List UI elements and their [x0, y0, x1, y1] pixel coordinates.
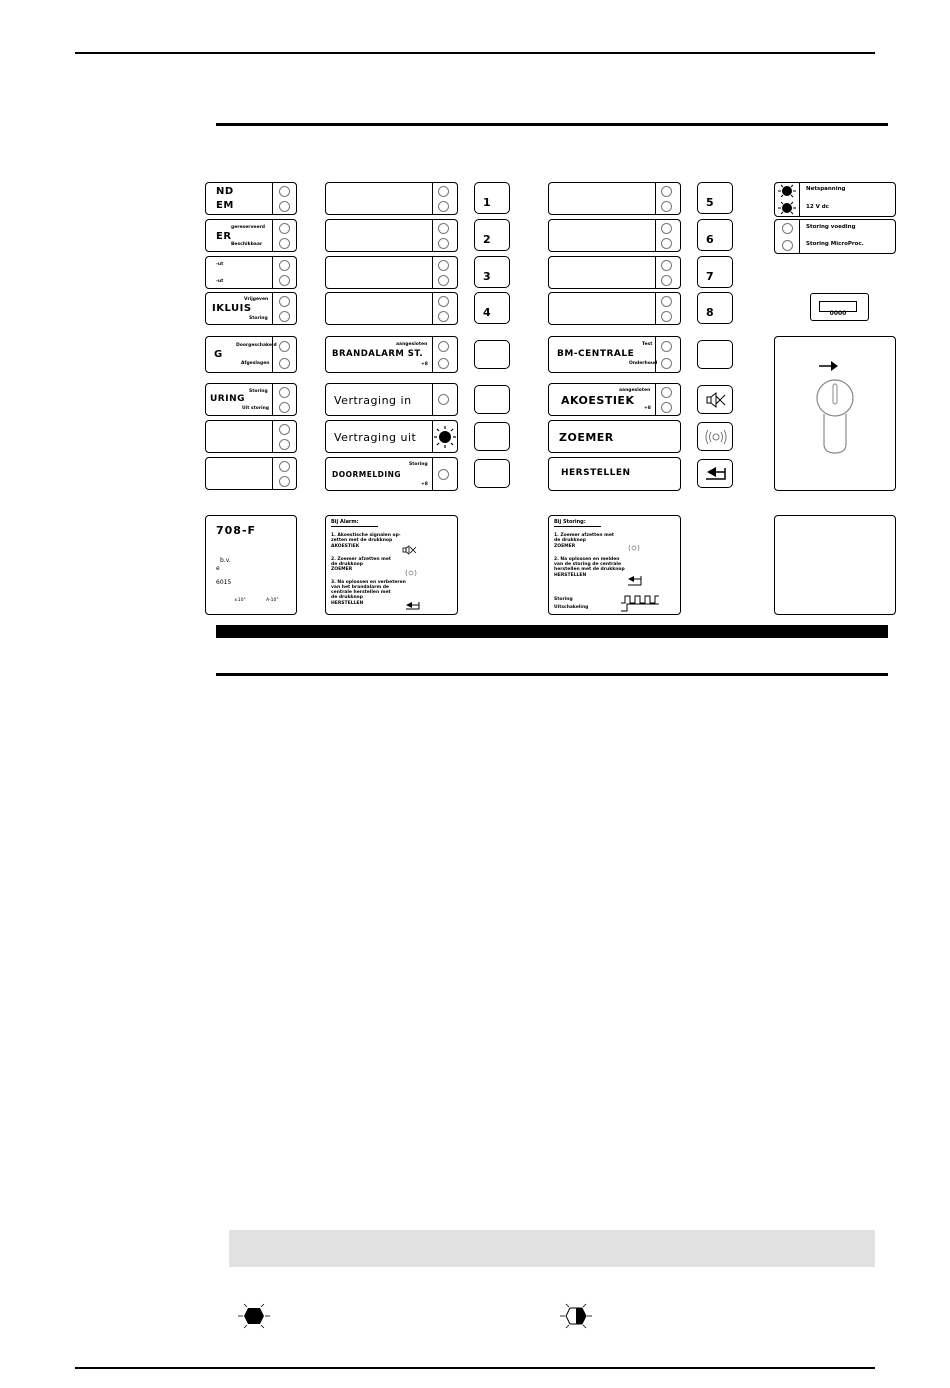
- legend-uitschakeling-label: Uitschakeling: [554, 605, 589, 610]
- akoestiek-label: AKOESTIEK: [561, 394, 635, 407]
- led: [438, 296, 449, 307]
- buzzer-icon: [403, 568, 419, 578]
- blank-card: [774, 515, 896, 615]
- left-small-4b: Storing: [249, 316, 268, 321]
- led-flashing-symbol-icon: [560, 1302, 592, 1330]
- vertraging-uit-indicator: [325, 420, 458, 453]
- herstellen-indicator: [548, 457, 681, 491]
- doormelding-indicator: [325, 457, 458, 491]
- led: [279, 402, 290, 413]
- bottom-rule: [75, 1367, 875, 1369]
- led: [661, 238, 672, 249]
- zone-indicator-1: [325, 182, 458, 215]
- led: [661, 260, 672, 271]
- brandalarm-button[interactable]: [474, 340, 510, 369]
- zone-button-6[interactable]: [697, 219, 733, 251]
- left-indicator-6: [205, 383, 297, 416]
- led: [661, 223, 672, 234]
- alarm-line: de drukknop: [331, 562, 363, 567]
- led: [438, 469, 449, 480]
- left-indicator-2: [205, 219, 297, 252]
- led: [279, 260, 290, 271]
- storing-line: herstellen met de drukknop: [554, 567, 625, 572]
- led: [438, 223, 449, 234]
- left-indicator-7: [205, 420, 297, 453]
- buzzer-icon: [626, 543, 642, 553]
- left-small-2b: Beschikbaar: [231, 242, 263, 247]
- reset-arrow-icon: [626, 575, 644, 587]
- led: [279, 439, 290, 450]
- zoemer-label: ZOEMER: [559, 431, 614, 444]
- alarm-line: 3. Na oplossen en verbeteren: [331, 580, 406, 585]
- lit-led-icon: [778, 200, 796, 216]
- led: [661, 358, 672, 369]
- alarm-line: AKOESTIEK: [331, 544, 360, 549]
- akoestiek-plus: +8: [644, 406, 651, 411]
- akoestiek-small: aangesloten: [619, 388, 651, 393]
- storing-indicator: [774, 219, 896, 254]
- zone-indicator-2: [325, 219, 458, 252]
- key-switch[interactable]: [811, 379, 861, 459]
- storing-line: HERSTELLEN: [554, 573, 587, 578]
- brandalarm-label: BRANDALARM ST.: [332, 349, 424, 359]
- info-footer-a: ±10°: [234, 598, 246, 603]
- zone-number: 3: [483, 270, 491, 283]
- storing-line: 2. Na oplossen en melden: [554, 557, 620, 562]
- zone-button-7[interactable]: [697, 256, 733, 288]
- buzzer-icon: [704, 428, 728, 446]
- info-line-3: 6015: [216, 579, 232, 586]
- lit-led-icon: [433, 425, 457, 449]
- storing-voeding-label: Storing voeding: [806, 224, 856, 230]
- alarm-line: 1. Akoestische signalen op-: [331, 533, 401, 538]
- left-label-2: ER: [216, 231, 232, 242]
- led: [438, 341, 449, 352]
- dc-label: 12 V dc: [806, 204, 829, 210]
- brandalarm-indicator: [325, 336, 458, 373]
- led-on-symbol-icon: [238, 1302, 270, 1330]
- led: [661, 387, 672, 398]
- led: [279, 476, 290, 487]
- zone-number: 4: [483, 306, 491, 319]
- panel-bottom-bar-thick: [216, 625, 888, 638]
- led: [438, 394, 449, 405]
- alarm-instructions-card: [325, 515, 458, 615]
- bm-small-bottom: Onderhoud: [629, 361, 658, 366]
- brandalarm-plus: +8: [421, 362, 428, 367]
- event-counter-housing: [810, 293, 869, 321]
- led: [661, 186, 672, 197]
- alarm-line: de drukknop: [331, 595, 363, 600]
- led: [279, 424, 290, 435]
- zone-button-8[interactable]: [697, 292, 733, 324]
- reset-arrow-icon: [404, 601, 422, 611]
- led: [279, 358, 290, 369]
- left-label-6: URING: [210, 394, 246, 404]
- zone-button-3[interactable]: [474, 256, 510, 288]
- led: [279, 311, 290, 322]
- left-indicator-1: [205, 182, 297, 215]
- zone-button-1[interactable]: [474, 182, 510, 214]
- herstellen-button[interactable]: [697, 459, 733, 488]
- akoestiek-button[interactable]: [697, 385, 733, 414]
- zone-button-5[interactable]: [697, 182, 733, 214]
- doormelding-plus: +8: [421, 482, 428, 487]
- led: [279, 341, 290, 352]
- doormelding-button[interactable]: [474, 459, 510, 488]
- shaded-bar: [229, 1230, 875, 1267]
- led: [438, 238, 449, 249]
- zoemer-button[interactable]: [697, 422, 733, 451]
- info-line-1: b.v.: [220, 557, 231, 564]
- bm-centrale-button[interactable]: [697, 340, 733, 369]
- alarm-card-title: Bij Alarm:: [331, 519, 359, 525]
- led: [661, 341, 672, 352]
- left-small-6a: Storing: [249, 389, 268, 394]
- alarm-line: 2. Zoemer afzetten met: [331, 557, 392, 562]
- akoestiek-indicator: [548, 383, 681, 416]
- legend-storing-label: Storing: [554, 597, 573, 602]
- left-label-4: IKLUIS: [212, 303, 252, 314]
- vertraging-uit-button[interactable]: [474, 422, 510, 451]
- led: [782, 223, 793, 234]
- voeding-indicator: [774, 182, 896, 217]
- left-small-4a: Vrijgeven: [244, 297, 269, 302]
- bm-centrale-indicator: [548, 336, 681, 373]
- led: [279, 296, 290, 307]
- led: [279, 387, 290, 398]
- zoemer-indicator: [548, 420, 681, 453]
- vertraging-uit-label: Vertraging uit: [334, 431, 417, 444]
- zone-number: 6: [706, 233, 714, 246]
- left-indicator-5: [205, 336, 297, 373]
- bm-small-top: Test: [642, 342, 653, 347]
- left-small-5b: Afgeslagen: [241, 361, 270, 366]
- zone-indicator-6: [548, 219, 681, 252]
- led: [661, 402, 672, 413]
- brandalarm-small: aangesloten: [396, 342, 428, 347]
- left-label-1a: ND: [216, 186, 234, 197]
- storing-card-title: Bij Storing:: [554, 519, 586, 525]
- led: [438, 311, 449, 322]
- panel-top-bar: [216, 123, 888, 126]
- alarm-line: zetten met de drukknop: [331, 538, 393, 543]
- led: [279, 223, 290, 234]
- left-indicator-3: [205, 256, 297, 289]
- left-small-5a: Doorgeschakeld: [236, 343, 277, 348]
- zone-button-4[interactable]: [474, 292, 510, 324]
- storing-micro-label: Storing MicroProc.: [806, 241, 864, 247]
- doormelding-label: DOORMELDING: [332, 470, 402, 479]
- led: [438, 275, 449, 286]
- left-label-5: G: [214, 349, 223, 360]
- vertraging-in-button[interactable]: [474, 385, 510, 414]
- led: [279, 201, 290, 212]
- led: [661, 201, 672, 212]
- led: [279, 461, 290, 472]
- vertraging-in-indicator: [325, 383, 458, 416]
- storing-instructions-card: [548, 515, 681, 615]
- speaker-mute-icon: [705, 392, 727, 408]
- led: [279, 186, 290, 197]
- zone-number: 7: [706, 270, 714, 283]
- step-waveform-icon: [621, 602, 661, 612]
- led: [438, 201, 449, 212]
- zone-number: 2: [483, 233, 491, 246]
- left-indicator-8: [205, 457, 297, 490]
- zone-indicator-4: [325, 292, 458, 325]
- alarm-line: van het brandalarm de: [331, 585, 389, 590]
- led: [279, 275, 290, 286]
- zone-button-2[interactable]: [474, 219, 510, 251]
- storing-line: ZOEMER: [554, 544, 576, 549]
- panel-bottom-bar: [216, 673, 888, 676]
- storing-line: de drukknop: [554, 538, 586, 543]
- zone-indicator-3: [325, 256, 458, 289]
- herstellen-label: HERSTELLEN: [561, 468, 631, 478]
- event-counter: [819, 301, 857, 317]
- zone-indicator-7: [548, 256, 681, 289]
- zone-number: 1: [483, 196, 491, 209]
- led: [661, 275, 672, 286]
- speaker-mute-icon: [402, 545, 418, 555]
- led: [661, 311, 672, 322]
- led: [438, 260, 449, 271]
- vertraging-in-label: Vertraging in: [334, 394, 412, 407]
- model-info-card: [205, 515, 297, 615]
- netspanning-label: Netspanning: [806, 186, 846, 192]
- title-underline: [554, 526, 601, 527]
- left-indicator-4: [205, 292, 297, 325]
- left-small-3: -ut: [216, 262, 224, 267]
- led: [661, 296, 672, 307]
- led: [782, 240, 793, 251]
- alarm-line: ZOEMER: [331, 567, 353, 572]
- zone-indicator-5: [548, 182, 681, 215]
- reset-arrow-icon: [703, 465, 729, 483]
- title-underline: [331, 526, 378, 527]
- bm-centrale-label: BM-CENTRALE: [557, 349, 635, 359]
- info-line-2: e: [216, 565, 220, 572]
- counter-value: 0000: [829, 310, 847, 317]
- alarm-line: HERSTELLEN: [331, 601, 364, 606]
- info-footer-b: A-10°: [266, 598, 279, 603]
- doormelding-small: Storing: [409, 462, 428, 467]
- storing-line: 1. Zoemer afzetten met: [554, 533, 615, 538]
- left-small-6b: Uit storing: [242, 406, 270, 411]
- key-switch-panel: [774, 336, 896, 491]
- lit-led-icon: [778, 183, 796, 199]
- led: [438, 358, 449, 369]
- led: [438, 186, 449, 197]
- model-label: 708-F: [216, 524, 257, 537]
- left-small-3b: -ut: [216, 279, 224, 284]
- left-small-2a: gereserveerd: [231, 225, 265, 230]
- arrow-right-icon: [817, 359, 839, 373]
- storing-line: van de storing de centrale: [554, 562, 622, 567]
- left-label-1b: EM: [216, 200, 234, 211]
- zone-number: 5: [706, 196, 714, 209]
- zone-indicator-8: [548, 292, 681, 325]
- alarm-line: centrale herstellen met: [331, 590, 391, 595]
- zone-number: 8: [706, 306, 714, 319]
- top-rule: [75, 52, 875, 54]
- led: [279, 238, 290, 249]
